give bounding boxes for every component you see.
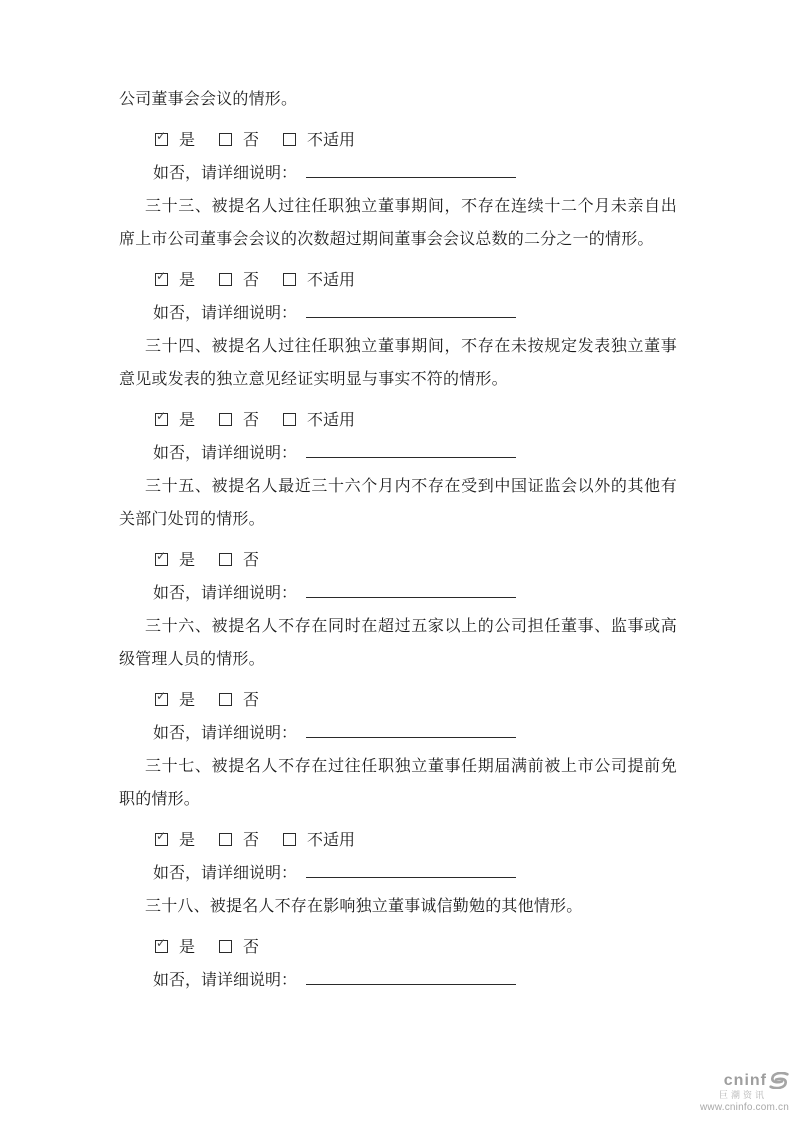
option-group	[219, 544, 259, 577]
check-icon	[220, 551, 231, 562]
questionnaire-item	[119, 750, 677, 890]
item-followup-row	[153, 157, 677, 190]
questionnaire	[119, 83, 677, 997]
option-label: 不适用	[307, 132, 356, 149]
checkbox[interactable]	[155, 269, 168, 286]
cninfo-url: www.cninfo.com.cn	[700, 1102, 789, 1113]
option-label: 是	[179, 832, 196, 849]
option-label: 不适用	[307, 412, 356, 429]
option-group	[219, 404, 259, 437]
followup-label: 如否，请详细说明：	[153, 972, 298, 989]
questionnaire-item	[119, 190, 677, 330]
followup-label: 如否，请详细说明：	[153, 445, 298, 462]
cninfo-brand-row	[700, 1072, 789, 1089]
check-icon: ✓	[156, 549, 167, 563]
option-label: 不适用	[307, 272, 356, 289]
option-label: 否	[243, 132, 260, 149]
followup-blank-line[interactable]	[306, 862, 516, 878]
item-statement: 三十四、被提名人过往任职独立董事期间，不存在未按规定发表独立董事意见或发表的独立意见经证实明显与事实不符的情形。	[119, 338, 677, 388]
checkbox[interactable]	[219, 553, 232, 566]
item-statement: 三十三、被提名人过往任职独立董事期间，不存在连续十二个月未亲自出席上市公司董事会会议的次数超过期间董事会会议总数的二分之一的情形。	[119, 198, 677, 248]
followup-label: 如否，请详细说明：	[153, 165, 298, 182]
followup-label: 如否，请详细说明：	[153, 865, 298, 882]
option-group	[155, 931, 195, 964]
checkbox[interactable]	[219, 940, 232, 953]
option-group	[283, 404, 355, 437]
checkbox[interactable]	[155, 936, 168, 953]
followup-blank-line[interactable]	[306, 302, 516, 318]
check-icon	[220, 831, 231, 842]
option-label: 是	[179, 692, 196, 709]
cninfo-watermark	[700, 1072, 789, 1113]
checkbox[interactable]	[283, 413, 296, 426]
checkbox[interactable]	[283, 273, 296, 286]
questionnaire-item	[119, 610, 677, 750]
item-options-row	[155, 124, 677, 157]
item-followup-row	[153, 297, 677, 330]
item-options-row	[155, 404, 677, 437]
checkbox[interactable]	[283, 833, 296, 846]
item-followup-row	[153, 717, 677, 750]
option-label: 否	[243, 692, 260, 709]
checkbox[interactable]	[283, 133, 296, 146]
checkbox[interactable]	[219, 273, 232, 286]
option-group	[155, 544, 195, 577]
item-options-row	[155, 824, 677, 857]
checkbox[interactable]	[219, 833, 232, 846]
check-icon	[284, 831, 295, 842]
item-options-row	[155, 931, 677, 964]
checkbox[interactable]	[155, 829, 168, 846]
item-options-row	[155, 264, 677, 297]
item-statement: 三十六、被提名人不存在同时在超过五家以上的公司担任董事、监事或高级管理人员的情形。	[119, 618, 677, 668]
checkbox[interactable]	[155, 409, 168, 426]
check-icon	[284, 271, 295, 282]
item-statement: 三十七、被提名人不存在过往任职独立董事任期届满前被上市公司提前免职的情形。	[119, 758, 677, 808]
followup-label: 如否，请详细说明：	[153, 725, 298, 742]
option-label: 否	[243, 272, 260, 289]
check-icon	[220, 411, 231, 422]
option-group	[155, 824, 195, 857]
option-group	[219, 931, 259, 964]
option-group	[219, 824, 259, 857]
option-group	[283, 264, 355, 297]
questionnaire-item	[119, 330, 677, 470]
checkbox[interactable]	[219, 413, 232, 426]
option-group	[155, 404, 195, 437]
option-label: 否	[243, 939, 260, 956]
cninfo-swirl-icon	[769, 1072, 789, 1089]
checkbox[interactable]	[155, 129, 168, 146]
check-icon: ✓	[156, 129, 167, 143]
option-group	[155, 124, 195, 157]
check-icon: ✓	[156, 689, 167, 703]
option-group	[155, 684, 195, 717]
cninfo-brand-text: cninf	[723, 1071, 767, 1089]
check-icon	[284, 411, 295, 422]
option-group	[155, 264, 195, 297]
check-icon	[220, 938, 231, 949]
option-label: 否	[243, 552, 260, 569]
option-label: 是	[179, 272, 196, 289]
followup-blank-line[interactable]	[306, 442, 516, 458]
item-followup-row	[153, 577, 677, 610]
check-icon: ✓	[156, 936, 167, 950]
option-group	[219, 264, 259, 297]
option-label: 是	[179, 552, 196, 569]
followup-blank-line[interactable]	[306, 162, 516, 178]
option-group	[219, 124, 259, 157]
questionnaire-item	[119, 890, 677, 997]
option-group	[219, 684, 259, 717]
item-options-row	[155, 544, 677, 577]
check-icon	[220, 271, 231, 282]
check-icon: ✓	[156, 269, 167, 283]
item-options-row	[155, 684, 677, 717]
checkbox[interactable]	[155, 689, 168, 706]
followup-blank-line[interactable]	[306, 722, 516, 738]
followup-blank-line[interactable]	[306, 582, 516, 598]
option-label: 否	[243, 832, 260, 849]
followup-blank-line[interactable]	[306, 969, 516, 985]
check-icon	[220, 131, 231, 142]
item-statement: 三十五、被提名人最近三十六个月内不存在受到中国证监会以外的其他有关部门处罚的情形。	[119, 478, 677, 528]
checkbox[interactable]	[219, 133, 232, 146]
cninfo-chinese-name: 巨潮资讯	[718, 1090, 767, 1100]
item-followup-row	[153, 964, 677, 997]
option-group	[283, 824, 355, 857]
item-followup-row	[153, 437, 677, 470]
item-statement: 三十八、被提名人不存在影响独立董事诚信勤勉的其他情形。	[145, 898, 583, 915]
questionnaire-item	[119, 470, 677, 610]
item-followup-row	[153, 857, 677, 890]
option-label: 否	[243, 412, 260, 429]
check-icon: ✓	[156, 409, 167, 423]
item-statement: 公司董事会会议的情形。	[119, 91, 298, 108]
checkbox[interactable]	[219, 693, 232, 706]
followup-label: 如否，请详细说明：	[153, 585, 298, 602]
questionnaire-item	[119, 83, 677, 190]
check-icon: ✓	[156, 829, 167, 843]
followup-label: 如否，请详细说明：	[153, 305, 298, 322]
check-icon	[220, 691, 231, 702]
option-label: 是	[179, 132, 196, 149]
option-label: 是	[179, 412, 196, 429]
option-group	[283, 124, 355, 157]
option-label: 是	[179, 939, 196, 956]
check-icon	[284, 131, 295, 142]
checkbox[interactable]	[155, 549, 168, 566]
option-label: 不适用	[307, 832, 356, 849]
